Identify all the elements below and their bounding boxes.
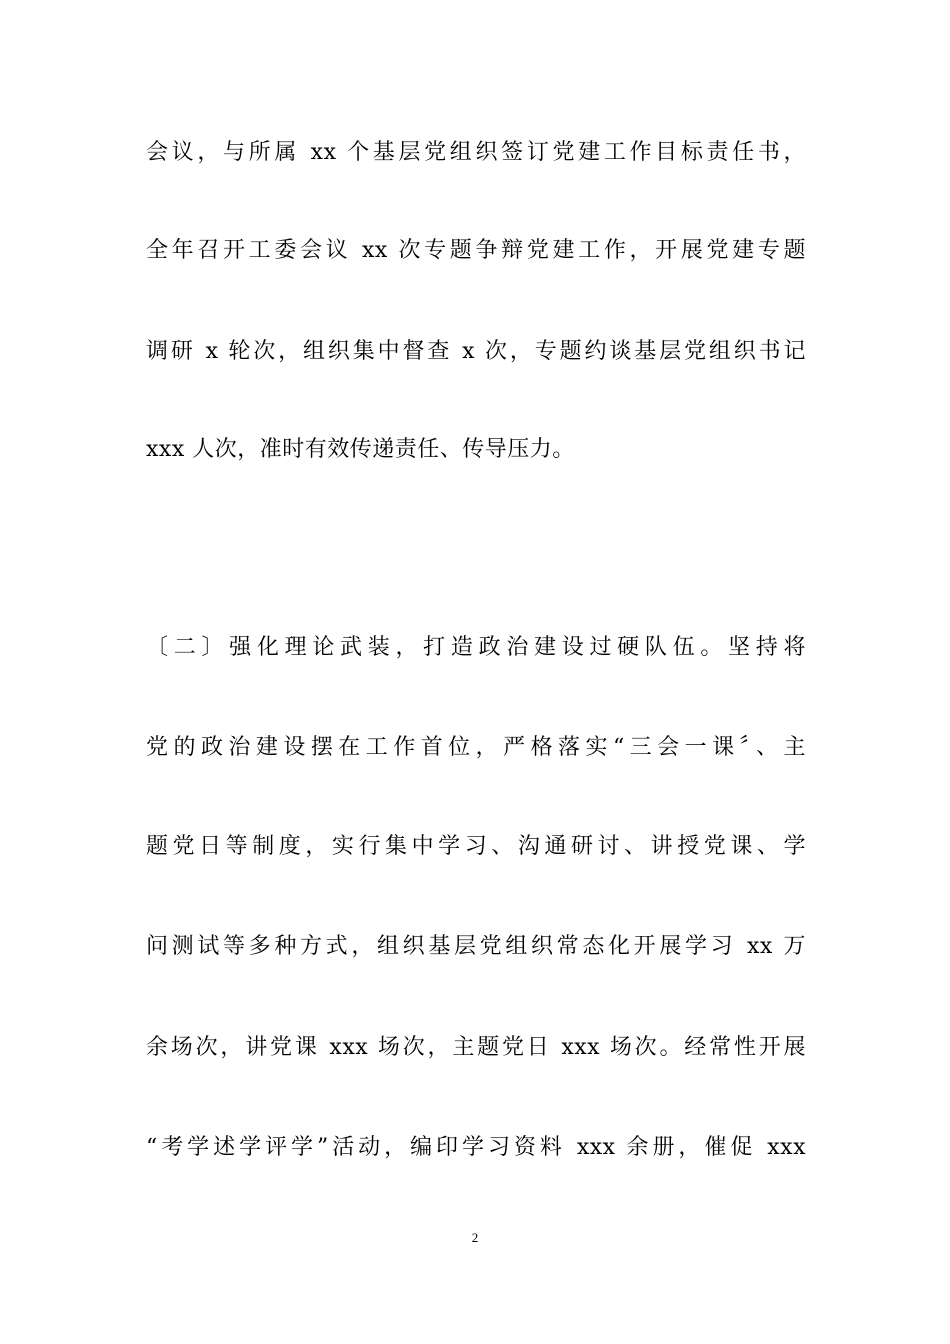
paragraph-1-line-4: xxx 人次，准时有效传递责任、传导压力。 (146, 437, 575, 462)
paragraph-2-line-1: 〔二〕强化理论武装，打造政治建设过硬队伍。坚持将 (146, 635, 806, 660)
paragraph-1-line-3: 调研 x 轮次，组织集中督查 x 次，专题约谈基层党组织书记 (146, 339, 806, 364)
paragraph-2-line-5: 余场次，讲党课 xxx 场次，主题党日 xxx 场次。经常性开展 (146, 1035, 806, 1060)
paragraph-2-line-4: 问测试等多种方式，组织基层党组织常态化开展学习 xx 万 (146, 934, 806, 959)
paragraph-1-line-2: 全年召开工委会议 xx 次专题争辩党建工作，开展党建专题 (146, 238, 806, 263)
paragraph-2-line-3: 题党日等制度，实行集中学习、沟通研讨、讲授党课、学 (146, 834, 806, 859)
paragraph-1-line-1: 会议，与所属 xx 个基层党组织签订党建工作目标责任书， (146, 140, 806, 165)
page-number: 2 (471, 1230, 479, 1245)
paragraph-2-line-2: 党的政治建设摆在工作首位，严格落实“三会一课〞、主 (146, 735, 806, 760)
paragraph-2-line-6: “考学述学评学”活动，编印学习资料 xxx 余册，催促 xxx (146, 1135, 806, 1160)
